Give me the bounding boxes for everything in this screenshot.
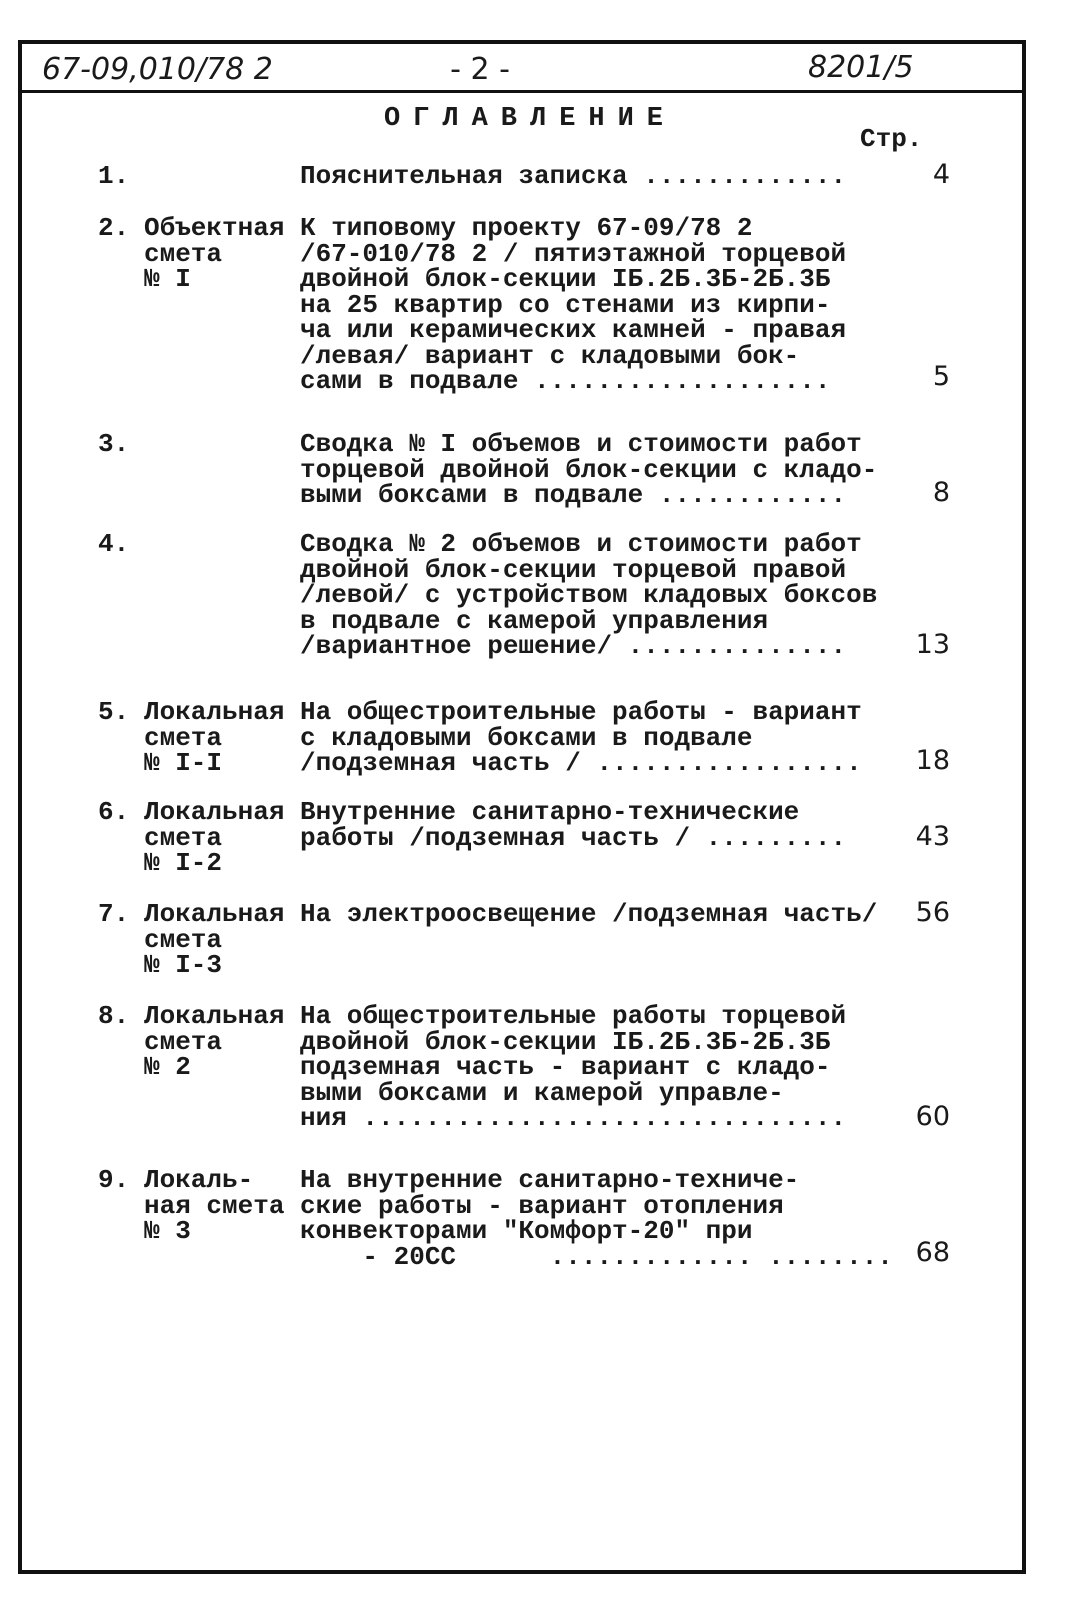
- page-column-label: Стр.: [860, 124, 923, 154]
- entry-page: 43: [915, 821, 950, 852]
- entry-page: 8: [932, 477, 950, 508]
- entry-description: Пояснительная записка .............: [300, 161, 847, 191]
- entry-page: 13: [915, 629, 950, 660]
- entry-description: Внутренние санитарно-технические работы /подземная часть / .........: [300, 797, 847, 853]
- entry-label: Локаль- ная смета № 3: [144, 1165, 285, 1246]
- inventory-number: 8201/5: [808, 50, 914, 85]
- entry-label: Объектная смета № I: [144, 213, 285, 294]
- entry-number: 4.: [98, 529, 130, 559]
- entry-description: На общестроительные работы торцевой двойной блок-секции IБ.2Б.3Б-2Б.3Б подземная часть - вариант с кладо- выми боксами и камерой управле- ния ...............................: [300, 1001, 847, 1133]
- entry-description: К типовому проекту 67-09/78 2 /67-010/78 2 / пятиэтажной торцевой двойной блок-секции IБ.2Б.3Б-2Б.3Б на 25 квартир со стенами из кирпи- ча или керамических камней - правая /левая/ вариант с кладовыми бок- сами в подвале ...................: [300, 213, 847, 396]
- entry-description: На внутренние санитарно-техниче- ские работы - вариант отопления конвекторами "Комфорт-20" при - 20СС ............. ........: [300, 1165, 893, 1272]
- entry-number: 9.: [98, 1165, 130, 1195]
- entry-number: 8.: [98, 1001, 130, 1031]
- entry-number: 1.: [98, 161, 130, 191]
- entry-label: Локальная смета № I-I: [144, 697, 285, 778]
- toc-title: ОГЛАВЛЕНИЕ: [383, 104, 677, 134]
- entry-description: На общестроительные работы - вариант с кладовыми боксами в подвале /подземная часть / .................: [300, 697, 862, 778]
- entry-page: 4: [932, 159, 950, 190]
- entry-page: 60: [915, 1101, 950, 1132]
- entry-description: Сводка № 2 объемов и стоимости работ двойной блок-секции торцевой правой /левой/ с устройством кладовых боксов в подвале с камерой управления /вариантное решение/ ..............: [300, 529, 878, 661]
- entry-page: 68: [915, 1237, 950, 1268]
- entry-label: Локальная смета № I-2: [144, 797, 285, 878]
- header-divider: [18, 90, 1026, 93]
- doc-code: 67-09,010/78 2: [42, 52, 273, 87]
- entry-description: Сводка № I объемов и стоимости работ торцевой двойной блок-секции с кладо- выми боксами в подвале ............: [300, 429, 878, 510]
- entry-number: 7.: [98, 899, 130, 929]
- entry-number: 3.: [98, 429, 130, 459]
- entry-number: 6.: [98, 797, 130, 827]
- entry-description: На электроосвещение /подземная часть/: [300, 899, 878, 929]
- entry-number: 2.: [98, 213, 130, 243]
- page-number: - 2 -: [450, 52, 510, 87]
- entry-number: 5.: [98, 697, 130, 727]
- entry-label: Локальная смета № 2: [144, 1001, 285, 1082]
- entry-page: 5: [932, 361, 950, 392]
- entry-page: 18: [915, 745, 950, 776]
- entry-label: Локальная смета № I-3: [144, 899, 285, 980]
- entry-page: 56: [915, 897, 950, 928]
